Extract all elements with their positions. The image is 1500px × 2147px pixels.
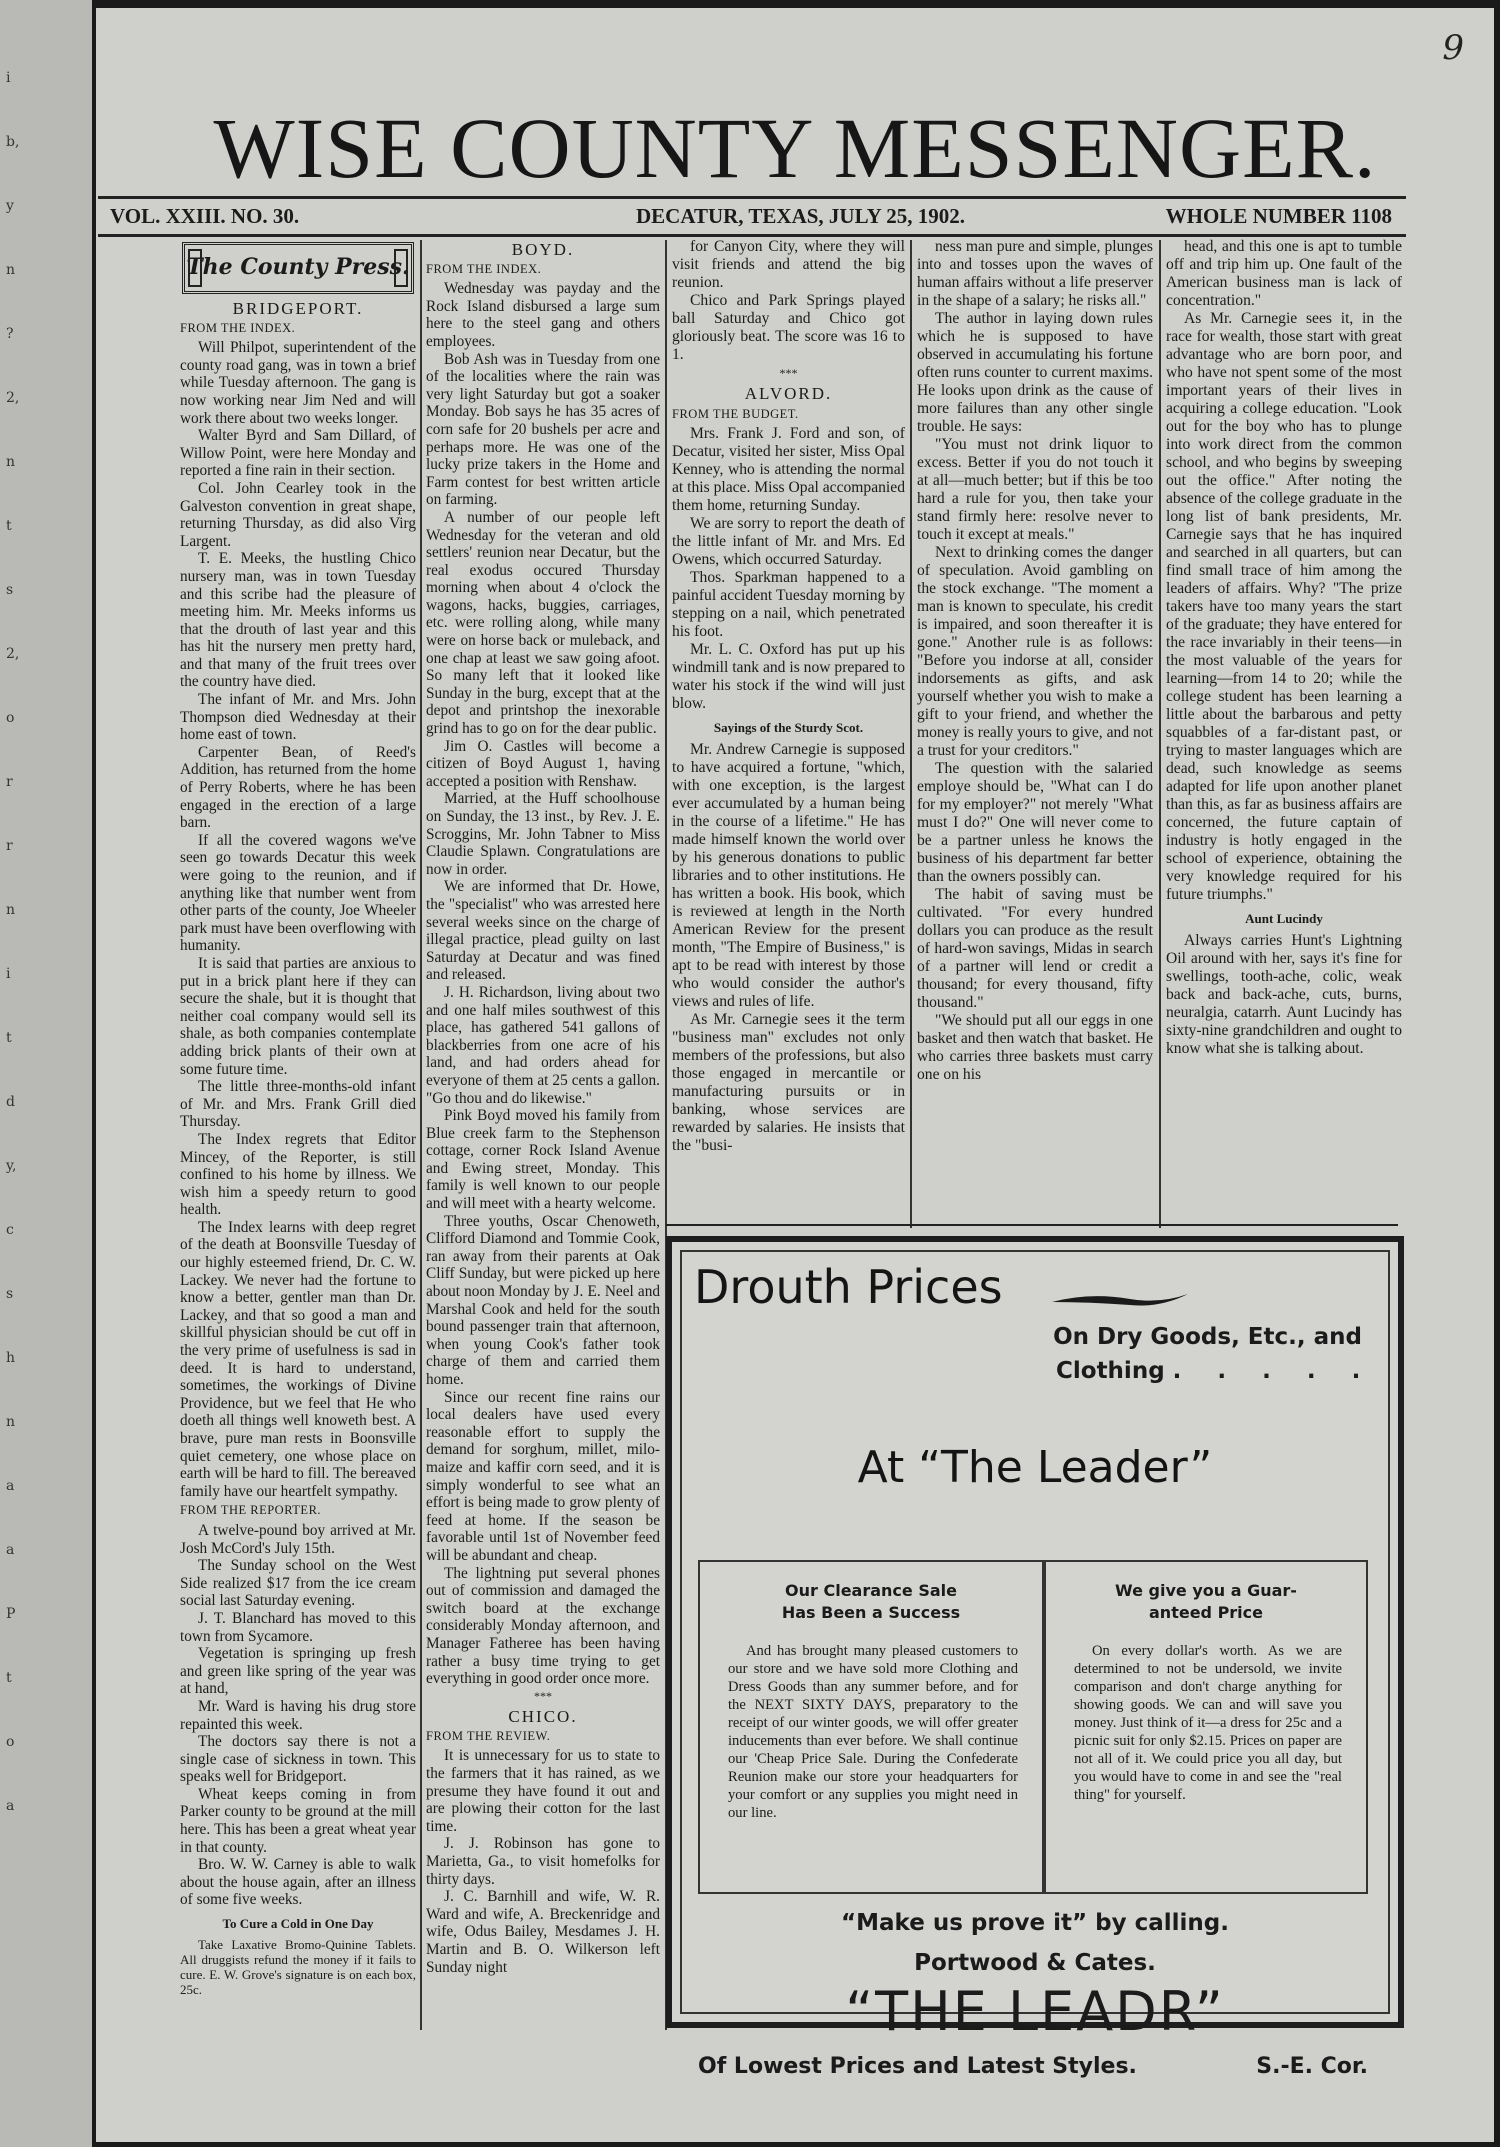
article-paragraph: ness man pure and simple, plunges into and tosses upon the waves of human affairs without a life preserver in the shape of a salary; he risks all." — [917, 238, 1153, 309]
ad-at-the-leader: At “The Leader” — [857, 1442, 1213, 1493]
county-press-title: The County Press. — [186, 254, 410, 280]
news-item: A number of our people left Wednesday for the veteran and old settlers' reunion near Decatur, but the real exodus occured Thursday morning when about 4 o'clock the wagons, hacks, buggies, carriages, etc. were rolling along, while many were on horse back or muleback, and one chap at least we saw going afoot. So many left that it looked like Sunday in the burg, except that at the depot and printshop the inexorable grind has to go on for the dear public. — [426, 508, 660, 738]
news-item: The Sunday school on the West Side realized $17 from the ice cream social last Saturday evening. — [180, 1557, 416, 1610]
fragment-letter: n — [6, 454, 16, 470]
ad-footer-slogan: Of Lowest Prices and Latest Styles. — [698, 2054, 1137, 2079]
fragment-letter: r — [6, 838, 13, 854]
guaranteed-price-text: On every dollar's worth. As we are determined to not be undersold, we invite comparison and don't charge anything for showing goods. We can and will save you money. Just think of it—a dress for 25c and a picnic suit for only $2.15. Prices on paper are not all of it. We could price you all day, but you would have to come in and see the "real thing" for yourself. — [1074, 1643, 1342, 1803]
news-item: It is said that parties are anxious to put in a brick plant here if they can secure the shale, but it is thought that neither coal company would sell its shale, as both companies contemplate adding brick plants of their own at some future time. — [180, 954, 416, 1078]
news-item: The lightning put several phones out of commission and damaged the switch board at the exchange considerably Monday afternoon, and Manager Fatheree has been having rather a busy time trying to get everything in good order once more. — [426, 1564, 660, 1688]
news-item: for Canyon City, where they will visit friends and attend the big reunion. — [672, 238, 905, 291]
guaranteed-price-heading: We give you a Guar- anteed Price — [1115, 1581, 1297, 1622]
news-item: Pink Boyd moved his family from Blue creek farm to the Stephenson cottage, corner Rock Island Avenue and Ewing street, Monday. This family is well known to our people and will meet with a hearty welcome. — [426, 1107, 660, 1213]
ad-title: Drouth Prices — [694, 1260, 1003, 1314]
news-item: Mr. L. C. Oxford has put up his windmill tank and is now prepared to water his stock if the wind will just blow. — [672, 641, 905, 712]
fragment-letter: i — [6, 70, 11, 86]
news-item: The doctors say there is not a single case of sickness in town. This speaks well for Bridgeport. — [180, 1733, 416, 1786]
news-item: J. T. Blanchard has moved to this town from Sycamore. — [180, 1609, 416, 1645]
fragment-letter: ? — [6, 326, 14, 342]
column-alvord — [672, 238, 905, 1155]
fragment-letter: o — [6, 710, 15, 726]
news-item: The little three-months-old infant of Mr. and Mrs. Frank Grill died Thursday. — [180, 1078, 416, 1131]
drouth-prices-advertisement — [666, 1236, 1404, 2079]
fragment-letter: 2, — [6, 390, 20, 406]
section-stars: *** — [779, 366, 798, 380]
boyd-heading: BOYD. — [511, 240, 575, 259]
fragment-letter: b, — [6, 134, 20, 150]
news-item: T. E. Meeks, the hustling Chico nursery man, was in town Tuesday and this scribe had the pleasure of meeting him. Mr. Meeks informs us that the drouth of last year and this has hit the nursery men pretty hard, and that many of the fruit trees over the country have died. — [180, 550, 416, 691]
article-paragraph: "We should put all our eggs in one basket and then watch that basket. He who carries three baskets must carry one on his — [917, 1012, 1153, 1083]
ad-subtitle-line1: On Dry Goods, Etc., and — [1053, 1324, 1362, 1350]
bridgeport-heading: BRIDGEPORT. — [232, 299, 364, 318]
clearance-sale-heading: Our Clearance Sale Has Been a Success — [781, 1581, 961, 1622]
news-item: It is unnecessary for us to state to the farmers that it has rained, as we presume they have found it out and are plowing their cotton for the last time. — [426, 1747, 660, 1835]
ad-subtitle-dots: . . . . . — [1172, 1358, 1375, 1384]
column-bridgeport — [180, 240, 416, 1997]
fragment-letter: s — [6, 582, 14, 598]
chico-source: FROM THE REVIEW. — [426, 1728, 551, 1743]
news-item: Col. John Cearley took in the Galveston convention in great shape, returning Thursday, as did also Virg Largent. — [180, 479, 416, 550]
ad-top-rule — [666, 1224, 1398, 1226]
fragment-letter: a — [6, 1478, 15, 1494]
fragment-letter: n — [6, 1414, 16, 1430]
aunt-lucindy-text: Always carries Hunt's Lightning Oil around with her, says it's fine for swellings, tooth-ache, colic, weak back and back-ache, cuts, burns, neuralgia, catarrh. Aunt Lucindy has sixty-nine grandchildren and ought to know what she is talking about. — [1166, 932, 1402, 1057]
fragment-letter: a — [6, 1542, 15, 1558]
news-item: The Index learns with deep regret of the death at Boonsville Tuesday of our highly esteemed friend, Dr. C. W. Lackey. We never had the fortune to know a better, gentler man than Dr. Lackey, and that so good a man and skillful physician should be cut off in the very prime of usefulness is sad in deed. It is hard to understand, sometimes, the workings of Divine Providence, but we feel that He who doeth all things well knoweth best. A brave, pure man rests in Boonsville quiet cemetery, one whose place on earth will be hard to fill. The bereaved family have our heartfelt sympathy. — [180, 1218, 416, 1500]
fragment-letter: y — [6, 198, 14, 214]
news-item: Wheat keeps coming in from Parker county to be ground at the mill here. This has been a great wheat year in that county. — [180, 1785, 416, 1856]
ad-the-leadr: “THE LEADR” — [845, 1980, 1225, 2043]
whole-number: WHOLE NUMBER 1108 — [1165, 204, 1392, 228]
adjacent-page-fragment — [0, 0, 92, 2147]
section-stars: *** — [534, 1688, 552, 1703]
fragment-letter: c — [6, 1222, 14, 1238]
news-item: Thos. Sparkman happened to a painful accident Tuesday morning by stepping on a nail, which penetrated his foot. — [672, 569, 905, 640]
news-item: We are informed that Dr. Howe, the "specialist" who was arrested here several weeks since on the charge of illegal practice, plead guilty on last Saturday at Decatur and was fined and released. — [426, 878, 660, 984]
fragment-letter: r — [6, 774, 13, 790]
ad-subtitle-line2 — [1056, 1358, 1374, 1384]
news-item: We are sorry to report the death of the little infant of Mr. and Mrs. Ed Owens, which occurred Saturday. — [672, 515, 905, 568]
fragment-letter: a — [6, 1798, 15, 1814]
masthead: WISE COUNTY MESSENGER. — [213, 100, 1377, 196]
fragment-letter: n — [6, 262, 16, 278]
volume-number: VOL. XXIII. NO. 30. — [110, 204, 300, 228]
cure-cold-heading: To Cure a Cold in One Day — [222, 1916, 374, 1932]
ad-prove-it: “Make us prove it” by calling. — [841, 1910, 1229, 1936]
news-item: Mrs. Frank J. Ford and son, of Decatur, visited her sister, Miss Opal Kenney, who is attending the normal at this place. Miss Opal accompanied them home, returning Sunday. — [672, 425, 905, 514]
article-paragraph: The author in laying down rules which he is supposed to have observed in accumulating his fortune often runs counter to current maxims. He looks upon drink as the cause of more failures than any other single trouble. He says: — [917, 310, 1153, 435]
chico-heading: CHICO. — [508, 1707, 578, 1727]
clearance-sale-text: And has brought many pleased customers to our store and we have sold more Clothing and Dress Goods than any summer before, and for the NEXT SIXTY DAYS, preparatory to the receipt of our winter goods, we will offer greater inducements than ever before. We shall continue our 'Cheap Price Sale. During the Confederate Reunion make our store your headquarters for your comfort or any supplies you might need in our line. — [728, 1643, 1018, 1821]
news-item: Since our recent fine rains our local dealers have used every reasonable effort to supply the demand for sorghum, millet, milo-maize and kaffir corn seed, and it is simply wonderful to see what an effort is being made to grow plenty of feed at home. If the season be favorable until 1st of November feed will be abundant and cheap. — [426, 1388, 660, 1564]
article-paragraph: "You must not drink liquor to excess. Better if you do not touch it at all—much better; but if this be too hard a rule for you, then take your stand firmly here: resolve never to touch it except at meals." — [917, 436, 1153, 543]
clearance-sale-box — [698, 1560, 1044, 1894]
news-item: Wednesday was payday and the Rock Island disbursed a large sum here to the steel gang and others employees. — [426, 280, 660, 350]
aunt-lucindy-heading: Aunt Lucindy — [1245, 911, 1323, 926]
article-paragraph: The question with the salaried employe should be, "What can I do for my employer?" not merely "What must I do?" One will never come to be a partner unless he knows the business of his department far better than the owners possibly can. — [917, 760, 1153, 885]
fragment-letter: t — [6, 518, 12, 534]
news-item: Three youths, Oscar Chenoweth, Clifford Diamond and Tommie Cook, ran away from their parents at Oak Cliff Sunday, but were picked up here about noon Monday by J. E. Neel and Marshal Cook and held for the south bound passenger train that afternoon, when young Cook's father took charge of them and carried them home. — [426, 1212, 660, 1388]
news-item: Married, at the Huff schoolhouse on Sunday, the 13 inst., by Rev. J. E. Scroggins, Mr. John Tabner to Miss Claudie Splawn. Congratulations are now in order. — [426, 790, 660, 878]
article-paragraph: As Mr. Carnegie sees it the term "business man" excludes not only members of the professions, but also those engaged in mercantile or manufacturing pursuits or in banking, whose services are rewarded by salaries. He insists that the "busi- — [672, 1011, 905, 1154]
column-boyd — [426, 238, 660, 1976]
fragment-letter: d — [6, 1094, 15, 1110]
fragment-letter: s — [6, 1286, 14, 1302]
article-paragraph: Mr. Andrew Carnegie is supposed to have acquired a fortune, "which, with one exception, is the largest ever accumulated by a human being in the course of a lifetime." He has made himself known the world over by his generous donations to public libraries and to other institutions. He has written a book. His book, which is reviewed at length in the North American Review for the present month, "The Empire of Business," is apt to be read with interest by those who would consider the author's views and rules of life. — [672, 741, 905, 1010]
county-press-banner — [182, 242, 414, 294]
guaranteed-price-box — [1044, 1560, 1368, 1894]
fragment-letter: P — [6, 1606, 16, 1622]
news-item: Mr. Ward is having his drug store repainted this week. — [180, 1697, 416, 1733]
news-item: Bob Ash was in Tuesday from one of the localities where the rain was very light Saturday but got a soaker Monday. Bob says he has 35 acres of corn safe for 20 bushels per acre and perhaps more. He was one of the lucky prize takers in the Home and Farm contest for best written article on farming. — [426, 350, 660, 509]
dateline — [98, 196, 1406, 236]
news-item: Bro. W. W. Carney is able to walk about the house again, after an illness of some five weeks. — [180, 1856, 416, 1909]
news-item: The infant of Mr. and Mrs. John Thompson died Wednesday at their home east of town. — [180, 691, 416, 744]
page-number: 9 — [1442, 28, 1464, 68]
fragment-letter: n — [6, 902, 16, 918]
bridgeport-source-index: FROM THE INDEX. — [180, 320, 296, 335]
sayings-heading: Sayings of the Sturdy Scot. — [713, 720, 864, 735]
column-rule-4 — [1159, 240, 1161, 1228]
news-item: A twelve-pound boy arrived at Mr. Josh McCord's July 15th. — [180, 1521, 416, 1557]
news-item: Walter Byrd and Sam Dillard, of Willow Point, were here Monday and reported a fine rain in their section. — [180, 427, 416, 480]
news-item: If all the covered wagons we've seen go towards Decatur this week were going to the reunion, and if anything like that number went from other parts of the county, Joe Wheeler park must have been overflowing with humanity. — [180, 831, 416, 955]
ad-subtitle-clothing: Clothing — [1056, 1358, 1165, 1384]
news-item: J. H. Richardson, living about two and one half miles southwest of this place, has gathered 541 gallons of blackberries from one acre of his land, and had orders ahead for everyone of them at 25 cents a gallon. "Go thou and do likewise." — [426, 983, 660, 1107]
news-item: The Index regrets that Editor Mincey, of the Reporter, is still confined to his home by illness. We wish him a speedy return to good health. — [180, 1130, 416, 1219]
news-item: Jim O. Castles will become a citizen of Boyd August 1, having accepted a position with Renshaw. — [426, 737, 660, 790]
fragment-letter: o — [6, 1734, 15, 1750]
column-rule-3 — [910, 240, 912, 1228]
fragment-letter: i — [6, 966, 11, 982]
ad-footer-location: S.-E. Cor. — [1256, 2054, 1368, 2079]
fragment-letter: 2, — [6, 646, 20, 662]
bridgeport-source-reporter: FROM THE REPORTER. — [180, 1503, 322, 1518]
cure-cold-text: Take Laxative Bromo-Quinine Tablets. All druggists refund the money if it fails to cure. E. W. Grove's signature is on each box, 25c. — [180, 1936, 416, 1997]
news-item: Vegetation is springing up fresh and green like spring of the year was at hand, — [180, 1645, 416, 1698]
news-item: Chico and Park Springs played ball Saturday and Chico got gloriously beat. The score was 16 to 1. — [672, 292, 905, 363]
masthead-rule-bottom — [98, 234, 1406, 237]
fragment-letter: h — [6, 1350, 16, 1366]
news-item: Carpenter Bean, of Reed's Addition, has returned from the home of Perry Roberts, where he has been engaged in the erection of a large barn. — [180, 743, 416, 832]
fragment-letter: y, — [6, 1158, 17, 1174]
fragment-letter: t — [6, 1670, 12, 1686]
article-paragraph: The habit of saving must be cultivated. "For every hundred dollars you can produce as the result of hard-won savings, Midas in search of a partner will lend or credit a thousand; for every thousand, fifty thousand." — [917, 886, 1153, 1011]
column-rule-1 — [420, 240, 422, 2030]
news-item: Will Philpot, superintendent of the county road gang, was in town a brief while Tuesday afternoon. The gang is now working near Jim Ned and will work there about two weeks longer. — [180, 339, 416, 427]
quill-flourish-icon — [1050, 1290, 1190, 1310]
ad-firm-name: Portwood & Cates. — [914, 1950, 1156, 1976]
column-carnegie-1 — [917, 238, 1153, 1084]
alvord-source: FROM THE BUDGET. — [672, 407, 799, 421]
news-item: J. J. Robinson has gone to Marietta, Ga., to visit homefolks for thirty days. — [426, 1835, 660, 1888]
article-paragraph: As Mr. Carnegie sees it, in the race for wealth, those start with great advantage who are born poor, and who have not spent some of the most important years of their lives in acquiring a college education. "Look out for the boy who has to plunge into work direct from the common school, and who begins by sweeping out the office." After noting the absence of the college graduate in the long list of bank presidents, Mr. Carnegie says that he has inquired and searched in all quarters, but can find small trace of him among the leaders of affairs. Why? "The prize takers have too many years the start of the graduate; they have entered for the race invariably in their teens—in the most valuable of the years for learning—from 14 to 20; while the college student has been learning a little about the barbarous and petty squabbles of a far-distant past, or trying to master languages which are dead, such knowledge as seems adapted for life upon another planet than this, as far as business affairs are concerned, the future captain of industry is hotly engaged in the school of experience, obtaining the very knowledge required for his future triumphs." — [1166, 310, 1402, 903]
article-paragraph: Next to drinking comes the danger of speculation. Avoid gambling on the stock exchange. "The moment a man is known to speculate, his credit is impaired, and soon thereafter it is gone." Another rule is as follows: "Before you indorse at all, consider indorsements as gifts, and ask yourself whether you wish to make a gift to your friend, and whether the money is really yours to give, and not a trust for your creditors." — [917, 544, 1153, 759]
news-item: J. C. Barnhill and wife, W. R. Ward and wife, A. Breckenridge and wife, Odus Bailey, Mesdames J. H. Martin and B. O. Wilkerson left Sunday night — [426, 1888, 660, 1976]
place-date: DECATUR, TEXAS, JULY 25, 1902. — [636, 204, 966, 228]
alvord-heading: ALVORD. — [744, 384, 833, 403]
fragment-letter: t — [6, 1030, 12, 1046]
column-carnegie-2 — [1166, 238, 1402, 1058]
article-paragraph: head, and this one is apt to tumble off and trip him up. One fault of the American business man is lack of concentration." — [1166, 238, 1402, 309]
boyd-source: FROM THE INDEX. — [426, 261, 542, 276]
